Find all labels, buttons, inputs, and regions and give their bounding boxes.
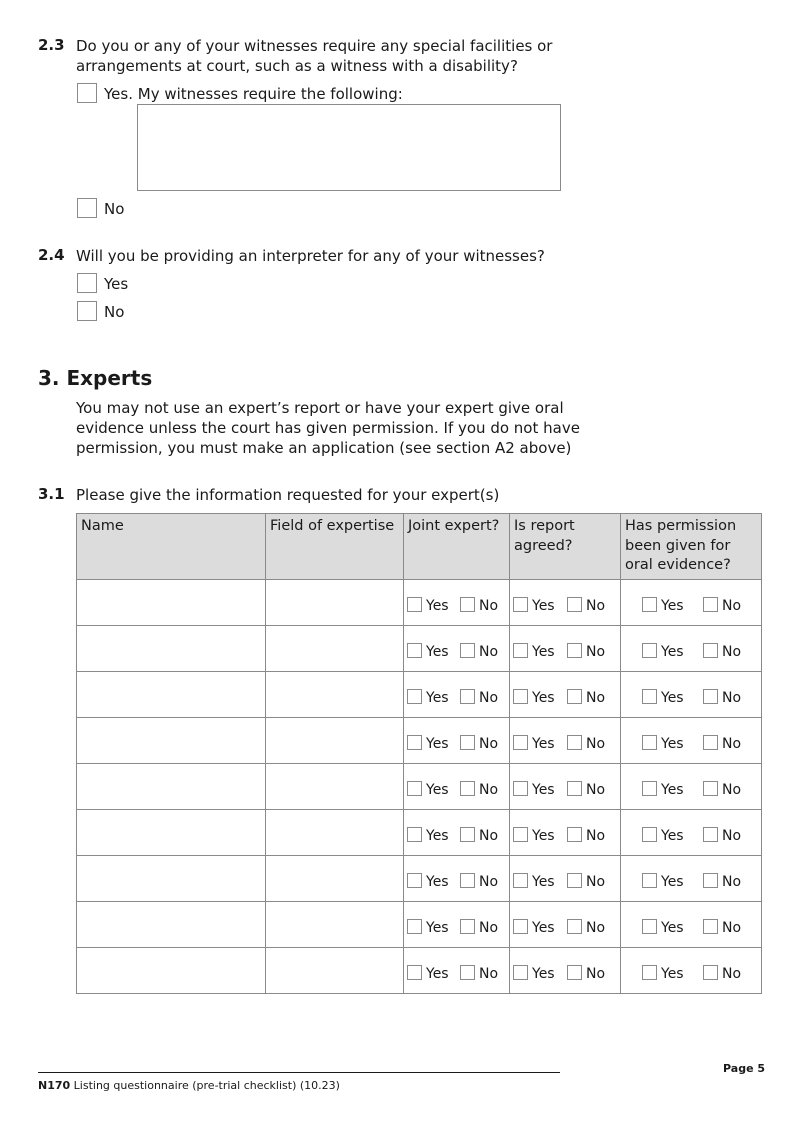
joint-no-checkbox[interactable] bbox=[460, 827, 475, 842]
perm-no-checkbox[interactable] bbox=[703, 873, 718, 888]
perm-yes-no-group bbox=[621, 626, 761, 671]
perm-no-checkbox[interactable] bbox=[703, 965, 718, 980]
report-no-label: No bbox=[586, 735, 606, 752]
joint-yes-label: Yes bbox=[426, 781, 449, 798]
report-no-checkbox[interactable] bbox=[567, 781, 582, 796]
joint-cell bbox=[404, 579, 510, 625]
joint-yes-no-group bbox=[404, 672, 509, 717]
report-yes-checkbox[interactable] bbox=[513, 735, 528, 750]
expert-name-cell[interactable] bbox=[77, 763, 266, 809]
report-cell bbox=[510, 901, 621, 947]
joint-yes-label: Yes bbox=[426, 643, 449, 660]
joint-no-label: No bbox=[479, 965, 499, 982]
report-no-checkbox[interactable] bbox=[567, 965, 582, 980]
perm-yes-label: Yes bbox=[661, 827, 684, 844]
header-field-of-expertise: Field of expertise bbox=[266, 514, 404, 580]
perm-yes-label: Yes bbox=[661, 873, 684, 890]
report-yes-checkbox[interactable] bbox=[513, 965, 528, 980]
footer-form-code: N170 bbox=[38, 1079, 71, 1092]
joint-yes-label: Yes bbox=[426, 689, 449, 706]
perm-yes-label: Yes bbox=[661, 919, 684, 936]
perm-no-label: No bbox=[722, 689, 742, 706]
joint-yes-checkbox[interactable] bbox=[407, 919, 422, 934]
header-permission-line3: oral evidence? bbox=[625, 557, 731, 573]
report-no-label: No bbox=[586, 827, 606, 844]
header-report-agreed bbox=[510, 514, 621, 580]
report-no-checkbox[interactable] bbox=[567, 919, 582, 934]
report-yes-label: Yes bbox=[532, 643, 555, 660]
q2-4-no-label: No bbox=[104, 303, 125, 321]
report-yes-no-group bbox=[510, 948, 620, 993]
report-no-label: No bbox=[586, 597, 606, 614]
table-row bbox=[77, 947, 762, 993]
joint-cell bbox=[404, 947, 510, 993]
question-number-2-3: 2.3 bbox=[38, 36, 65, 54]
report-no-checkbox[interactable] bbox=[567, 735, 582, 750]
report-no-label: No bbox=[586, 919, 606, 936]
joint-no-label: No bbox=[479, 735, 499, 752]
question-number-2-4: 2.4 bbox=[38, 246, 65, 264]
expertise-field-cell[interactable] bbox=[266, 625, 404, 671]
joint-cell bbox=[404, 855, 510, 901]
report-yes-label: Yes bbox=[532, 781, 555, 798]
joint-yes-checkbox[interactable] bbox=[407, 781, 422, 796]
question-2-3-text-line1: Do you or any of your witnesses require any special facilities or bbox=[76, 37, 553, 55]
expertise-field-cell[interactable] bbox=[266, 901, 404, 947]
perm-yes-no-group bbox=[621, 580, 761, 625]
joint-yes-no-group bbox=[404, 902, 509, 947]
joint-no-checkbox[interactable] bbox=[460, 643, 475, 658]
section-3-heading: 3. Experts bbox=[38, 366, 153, 390]
perm-cell bbox=[621, 947, 762, 993]
joint-yes-no-group bbox=[404, 856, 509, 901]
joint-yes-checkbox[interactable] bbox=[407, 827, 422, 842]
question-3-1-text: Please give the information requested for your expert(s) bbox=[76, 486, 500, 504]
perm-cell bbox=[621, 855, 762, 901]
report-yes-label: Yes bbox=[532, 919, 555, 936]
expertise-field-cell[interactable] bbox=[266, 763, 404, 809]
perm-yes-checkbox[interactable] bbox=[642, 781, 657, 796]
perm-no-checkbox[interactable] bbox=[703, 919, 718, 934]
perm-yes-checkbox[interactable] bbox=[642, 735, 657, 750]
q2-3-yes-checkbox[interactable] bbox=[77, 83, 97, 103]
q2-3-yes-label: Yes. My witnesses require the following: bbox=[104, 85, 403, 103]
perm-cell bbox=[621, 579, 762, 625]
report-cell bbox=[510, 579, 621, 625]
report-no-checkbox[interactable] bbox=[567, 689, 582, 704]
joint-yes-label: Yes bbox=[426, 827, 449, 844]
report-cell bbox=[510, 717, 621, 763]
section-3-intro-line3: permission, you must make an application (see section A2 above) bbox=[76, 439, 572, 457]
report-yes-checkbox[interactable] bbox=[513, 781, 528, 796]
section-3-intro-line2: evidence unless the court has given permission. If you do not have bbox=[76, 419, 580, 437]
report-yes-no-group bbox=[510, 764, 620, 809]
expertise-field-cell[interactable] bbox=[266, 579, 404, 625]
report-no-checkbox[interactable] bbox=[567, 597, 582, 612]
section-3-intro-line1: You may not use an expert’s report or have your expert give oral bbox=[76, 399, 564, 417]
report-cell bbox=[510, 625, 621, 671]
report-cell bbox=[510, 671, 621, 717]
footer-form-title: Listing questionnaire (pre-trial checklist) (10.23) bbox=[73, 1079, 340, 1092]
joint-yes-checkbox[interactable] bbox=[407, 735, 422, 750]
joint-yes-no-group bbox=[404, 810, 509, 855]
report-cell bbox=[510, 855, 621, 901]
joint-no-label: No bbox=[479, 919, 499, 936]
joint-no-label: No bbox=[479, 873, 499, 890]
perm-cell bbox=[621, 809, 762, 855]
perm-yes-label: Yes bbox=[661, 735, 684, 752]
report-no-checkbox[interactable] bbox=[567, 643, 582, 658]
report-yes-no-group bbox=[510, 810, 620, 855]
joint-cell bbox=[404, 671, 510, 717]
perm-no-checkbox[interactable] bbox=[703, 827, 718, 842]
joint-yes-checkbox[interactable] bbox=[407, 873, 422, 888]
report-yes-no-group bbox=[510, 626, 620, 671]
joint-no-checkbox[interactable] bbox=[460, 873, 475, 888]
expert-name-cell[interactable] bbox=[77, 579, 266, 625]
joint-no-checkbox[interactable] bbox=[460, 965, 475, 980]
joint-cell bbox=[404, 625, 510, 671]
perm-no-checkbox[interactable] bbox=[703, 781, 718, 796]
joint-no-checkbox[interactable] bbox=[460, 735, 475, 750]
joint-yes-label: Yes bbox=[426, 965, 449, 982]
joint-yes-label: Yes bbox=[426, 597, 449, 614]
page-number: Page 5 bbox=[723, 1062, 766, 1075]
joint-no-label: No bbox=[479, 781, 499, 798]
table-row bbox=[77, 579, 762, 625]
perm-no-label: No bbox=[722, 965, 742, 982]
witness-requirements-textarea[interactable] bbox=[137, 104, 561, 191]
report-no-label: No bbox=[586, 643, 606, 660]
perm-no-label: No bbox=[722, 643, 742, 660]
joint-yes-no-group bbox=[404, 718, 509, 763]
report-cell bbox=[510, 947, 621, 993]
perm-yes-no-group bbox=[621, 764, 761, 809]
table-row bbox=[77, 763, 762, 809]
report-yes-label: Yes bbox=[532, 965, 555, 982]
perm-no-label: No bbox=[722, 873, 742, 890]
header-report-line2: agreed? bbox=[514, 537, 573, 554]
report-yes-checkbox[interactable] bbox=[513, 919, 528, 934]
report-yes-label: Yes bbox=[532, 689, 555, 706]
perm-yes-checkbox[interactable] bbox=[642, 919, 657, 934]
expert-name-cell[interactable] bbox=[77, 855, 266, 901]
expertise-field-cell[interactable] bbox=[266, 947, 404, 993]
experts-table bbox=[76, 513, 762, 994]
report-no-checkbox[interactable] bbox=[567, 827, 582, 842]
report-yes-no-group bbox=[510, 718, 620, 763]
q2-4-yes-label: Yes bbox=[104, 275, 129, 293]
report-yes-label: Yes bbox=[532, 597, 555, 614]
perm-yes-no-group bbox=[621, 810, 761, 855]
header-report-line1: Is report bbox=[514, 518, 575, 534]
joint-yes-checkbox[interactable] bbox=[407, 643, 422, 658]
footer-form-info bbox=[38, 1079, 340, 1092]
report-cell bbox=[510, 763, 621, 809]
perm-yes-checkbox[interactable] bbox=[642, 597, 657, 612]
expert-name-cell[interactable] bbox=[77, 671, 266, 717]
expert-name-cell[interactable] bbox=[77, 717, 266, 763]
joint-yes-checkbox[interactable] bbox=[407, 597, 422, 612]
joint-cell bbox=[404, 809, 510, 855]
perm-yes-label: Yes bbox=[661, 643, 684, 660]
question-number-3-1: 3.1 bbox=[38, 485, 65, 503]
report-yes-no-group bbox=[510, 856, 620, 901]
expert-name-cell[interactable] bbox=[77, 625, 266, 671]
perm-yes-label: Yes bbox=[661, 689, 684, 706]
expertise-field-cell[interactable] bbox=[266, 855, 404, 901]
perm-cell bbox=[621, 763, 762, 809]
perm-yes-no-group bbox=[621, 948, 761, 993]
table-row bbox=[77, 671, 762, 717]
joint-yes-no-group bbox=[404, 764, 509, 809]
joint-no-label: No bbox=[479, 597, 499, 614]
expertise-field-cell[interactable] bbox=[266, 671, 404, 717]
table-row bbox=[77, 625, 762, 671]
report-yes-no-group bbox=[510, 902, 620, 947]
joint-yes-checkbox[interactable] bbox=[407, 965, 422, 980]
joint-cell bbox=[404, 901, 510, 947]
perm-no-checkbox[interactable] bbox=[703, 643, 718, 658]
perm-yes-no-group bbox=[621, 672, 761, 717]
perm-yes-label: Yes bbox=[661, 781, 684, 798]
perm-cell bbox=[621, 901, 762, 947]
report-cell bbox=[510, 809, 621, 855]
table-row bbox=[77, 809, 762, 855]
perm-no-label: No bbox=[722, 919, 742, 936]
header-permission-line2: been given for bbox=[625, 537, 731, 554]
joint-cell bbox=[404, 763, 510, 809]
joint-yes-no-group bbox=[404, 580, 509, 625]
report-yes-checkbox[interactable] bbox=[513, 689, 528, 704]
perm-yes-checkbox[interactable] bbox=[642, 689, 657, 704]
perm-cell bbox=[621, 625, 762, 671]
q2-4-no-checkbox[interactable] bbox=[77, 301, 97, 321]
expertise-field-cell[interactable] bbox=[266, 809, 404, 855]
report-no-label: No bbox=[586, 781, 606, 798]
question-2-4-text: Will you be providing an interpreter for any of your witnesses? bbox=[76, 247, 545, 265]
perm-cell bbox=[621, 671, 762, 717]
expert-name-cell[interactable] bbox=[77, 809, 266, 855]
table-row bbox=[77, 855, 762, 901]
joint-yes-checkbox[interactable] bbox=[407, 689, 422, 704]
joint-yes-label: Yes bbox=[426, 873, 449, 890]
report-no-checkbox[interactable] bbox=[567, 873, 582, 888]
report-yes-label: Yes bbox=[532, 827, 555, 844]
joint-yes-no-group bbox=[404, 948, 509, 993]
joint-no-checkbox[interactable] bbox=[460, 689, 475, 704]
perm-yes-checkbox[interactable] bbox=[642, 643, 657, 658]
perm-yes-no-group bbox=[621, 856, 761, 901]
joint-cell bbox=[404, 717, 510, 763]
perm-cell bbox=[621, 717, 762, 763]
joint-yes-label: Yes bbox=[426, 919, 449, 936]
header-permission bbox=[621, 514, 762, 580]
perm-yes-checkbox[interactable] bbox=[642, 873, 657, 888]
report-no-label: No bbox=[586, 873, 606, 890]
perm-yes-checkbox[interactable] bbox=[642, 827, 657, 842]
report-yes-checkbox[interactable] bbox=[513, 873, 528, 888]
table-row bbox=[77, 717, 762, 763]
footer-divider bbox=[38, 1072, 560, 1073]
expert-name-cell[interactable] bbox=[77, 901, 266, 947]
header-joint-expert: Joint expert? bbox=[404, 514, 510, 580]
perm-yes-label: Yes bbox=[661, 965, 684, 982]
header-name: Name bbox=[77, 514, 266, 580]
q2-3-no-checkbox[interactable] bbox=[77, 198, 97, 218]
perm-yes-no-group bbox=[621, 902, 761, 947]
table-header-row bbox=[77, 514, 762, 580]
header-permission-line1: Has permission bbox=[625, 518, 737, 534]
experts-table-body bbox=[77, 579, 762, 993]
joint-yes-label: Yes bbox=[426, 735, 449, 752]
report-yes-checkbox[interactable] bbox=[513, 643, 528, 658]
report-yes-checkbox[interactable] bbox=[513, 597, 528, 612]
joint-no-label: No bbox=[479, 827, 499, 844]
joint-no-checkbox[interactable] bbox=[460, 919, 475, 934]
perm-yes-label: Yes bbox=[661, 597, 684, 614]
report-no-label: No bbox=[586, 689, 606, 706]
perm-no-checkbox[interactable] bbox=[703, 689, 718, 704]
perm-no-checkbox[interactable] bbox=[703, 597, 718, 612]
report-yes-checkbox[interactable] bbox=[513, 827, 528, 842]
table-row bbox=[77, 901, 762, 947]
joint-no-label: No bbox=[479, 689, 499, 706]
expertise-field-cell[interactable] bbox=[266, 717, 404, 763]
joint-no-checkbox[interactable] bbox=[460, 781, 475, 796]
q2-4-yes-checkbox[interactable] bbox=[77, 273, 97, 293]
perm-no-label: No bbox=[722, 781, 742, 798]
report-no-label: No bbox=[586, 965, 606, 982]
report-yes-no-group bbox=[510, 580, 620, 625]
report-yes-label: Yes bbox=[532, 873, 555, 890]
perm-yes-checkbox[interactable] bbox=[642, 965, 657, 980]
question-2-3-text-line2: arrangements at court, such as a witness with a disability? bbox=[76, 57, 518, 75]
perm-yes-no-group bbox=[621, 718, 761, 763]
joint-no-label: No bbox=[479, 643, 499, 660]
report-yes-label: Yes bbox=[532, 735, 555, 752]
q2-3-no-label: No bbox=[104, 200, 125, 218]
perm-no-label: No bbox=[722, 597, 742, 614]
perm-no-label: No bbox=[722, 735, 742, 752]
joint-no-checkbox[interactable] bbox=[460, 597, 475, 612]
joint-yes-no-group bbox=[404, 626, 509, 671]
expert-name-cell[interactable] bbox=[77, 947, 266, 993]
report-yes-no-group bbox=[510, 672, 620, 717]
perm-no-checkbox[interactable] bbox=[703, 735, 718, 750]
perm-no-label: No bbox=[722, 827, 742, 844]
